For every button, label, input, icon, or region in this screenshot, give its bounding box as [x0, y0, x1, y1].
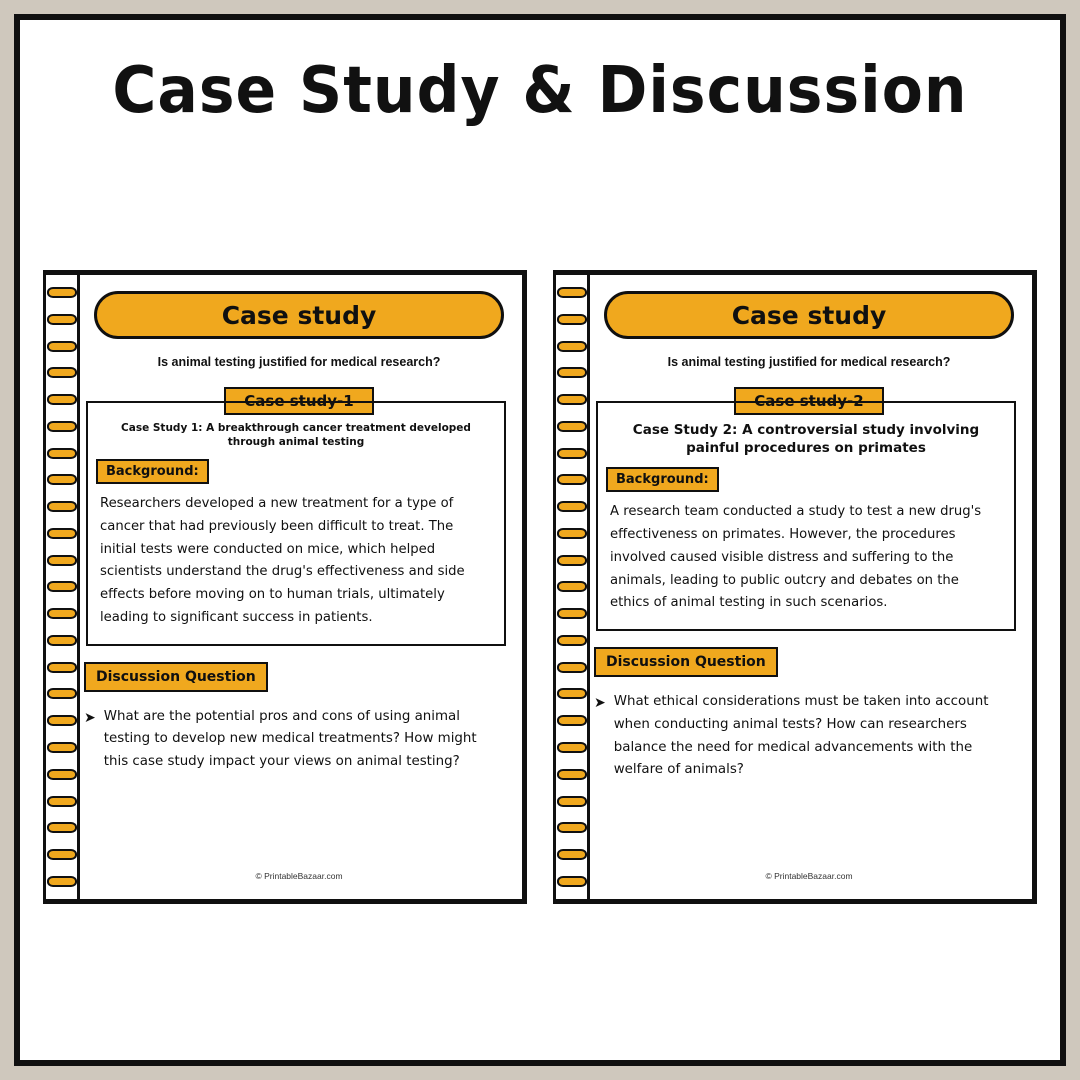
spiral-ring-icon [557, 474, 587, 485]
spiral-binding-1 [46, 275, 80, 899]
page-title: Case Study & Discussion [112, 54, 968, 128]
spiral-ring-icon [557, 314, 587, 325]
spiral-ring-icon [557, 688, 587, 699]
title-area [20, 54, 1060, 128]
spiral-ring-icon [557, 769, 587, 780]
case-study-tag-label-1: Case study-1 [244, 392, 354, 410]
spiral-ring-icon [557, 555, 587, 566]
spiral-ring-icon [557, 448, 587, 459]
spiral-ring-icon [557, 876, 587, 887]
background-label-2: Background: [606, 467, 719, 492]
spiral-ring-icon [47, 581, 77, 592]
spiral-ring-icon [47, 287, 77, 298]
spiral-ring-icon [47, 876, 77, 887]
spiral-ring-icon [47, 688, 77, 699]
worksheet-body-2 [594, 283, 1024, 891]
background-text-2: A research team conducted a study to test a new drug's effectiveness on primates. However, the procedures involved caused visible distress and suffering to the animals, leading to public outcry and debates on the ethics of animal testing in such scenarios. [610, 504, 982, 611]
spiral-ring-icon [47, 849, 77, 860]
worksheet-footer-2: © PrintableBazaar.com [765, 871, 853, 881]
spiral-ring-icon [557, 662, 587, 673]
worksheet-body-1 [84, 283, 514, 891]
spiral-ring-icon [47, 501, 77, 512]
case-study-title-2: Case Study 2: A controversial study involving painful procedures on primates [632, 422, 980, 457]
spiral-ring-icon [47, 715, 77, 726]
spiral-ring-icon [47, 635, 77, 646]
spiral-ring-icon [47, 662, 77, 673]
case-study-title-1: Case Study 1: A breakthrough cancer treatment developed through animal testing [121, 422, 471, 449]
spiral-ring-icon [47, 474, 77, 485]
background-label-1: Background: [96, 459, 209, 484]
case-study-box-2 [596, 401, 1016, 631]
discussion-question-label-2: Discussion Question [594, 647, 778, 677]
spiral-ring-icon [47, 341, 77, 352]
spiral-ring-icon [557, 421, 587, 432]
spiral-ring-icon [557, 501, 587, 512]
spiral-ring-icon [47, 314, 77, 325]
background-tag-wrap-2 [606, 457, 1002, 492]
worksheet-header-label-1: Case study [221, 300, 377, 330]
spiral-ring-icon [47, 742, 77, 753]
spiral-ring-icon [557, 635, 587, 646]
spiral-ring-icon [557, 528, 587, 539]
worksheets-container [20, 270, 1060, 904]
spiral-ring-icon [557, 796, 587, 807]
worksheet-header-pill-1 [94, 291, 504, 339]
spiral-ring-icon [557, 822, 587, 833]
case-study-tag-label-2: Case study-2 [754, 392, 864, 410]
worksheet-footer-1: © PrintableBazaar.com [255, 871, 343, 881]
spiral-ring-icon [557, 715, 587, 726]
discussion-question-row-1 [84, 706, 514, 774]
worksheet-header-label-2: Case study [731, 300, 887, 330]
spiral-ring-icon [47, 394, 77, 405]
case-study-box-1 [86, 401, 506, 646]
spiral-ring-icon [47, 796, 77, 807]
spiral-ring-icon [47, 367, 77, 378]
spiral-ring-icon [557, 581, 587, 592]
worksheet-card-1 [43, 270, 527, 904]
background-text-1: Researchers developed a new treatment for a type of cancer that had previously been difficult to treat. The initial tests were conducted on mice, which helped scientists understand the drug's effectiveness and side effects before moving on to human trials, ultimately leading to significant success in patients. [100, 496, 465, 625]
discussion-question-text-2: What ethical considerations must be taken into account when conducting animal tests? How can researchers balance the need for medical advancements with the welfare of animals? [613, 693, 989, 778]
discussion-question-label-1: Discussion Question [84, 662, 268, 692]
spiral-ring-icon [47, 555, 77, 566]
arrow-bullet-icon: ➤ [594, 693, 606, 710]
spiral-ring-icon [557, 608, 587, 619]
spiral-ring-icon [557, 742, 587, 753]
worksheet-card-2 [553, 270, 1037, 904]
spiral-ring-icon [47, 822, 77, 833]
discussion-question-row-2 [594, 691, 1024, 782]
spiral-ring-icon [557, 849, 587, 860]
discussion-question-text-1: What are the potential pros and cons of using animal testing to develop new medical treatments? How might this case study impact your views on animal testing? [103, 708, 477, 770]
spiral-ring-icon [47, 528, 77, 539]
spiral-ring-icon [557, 341, 587, 352]
worksheet-header-pill-2 [604, 291, 1014, 339]
spiral-ring-icon [557, 394, 587, 405]
spiral-ring-icon [47, 448, 77, 459]
spiral-ring-icon [557, 367, 587, 378]
arrow-bullet-icon: ➤ [84, 708, 96, 725]
worksheet-prompt-1: Is animal testing justified for medical research? [157, 355, 441, 369]
spiral-ring-icon [47, 421, 77, 432]
background-tag-wrap-1 [96, 449, 492, 484]
poster-inner-frame [14, 14, 1066, 1066]
spiral-ring-icon [47, 769, 77, 780]
spiral-ring-icon [47, 608, 77, 619]
spiral-ring-icon [557, 287, 587, 298]
worksheet-prompt-2: Is animal testing justified for medical research? [667, 355, 951, 369]
spiral-binding-2 [556, 275, 590, 899]
